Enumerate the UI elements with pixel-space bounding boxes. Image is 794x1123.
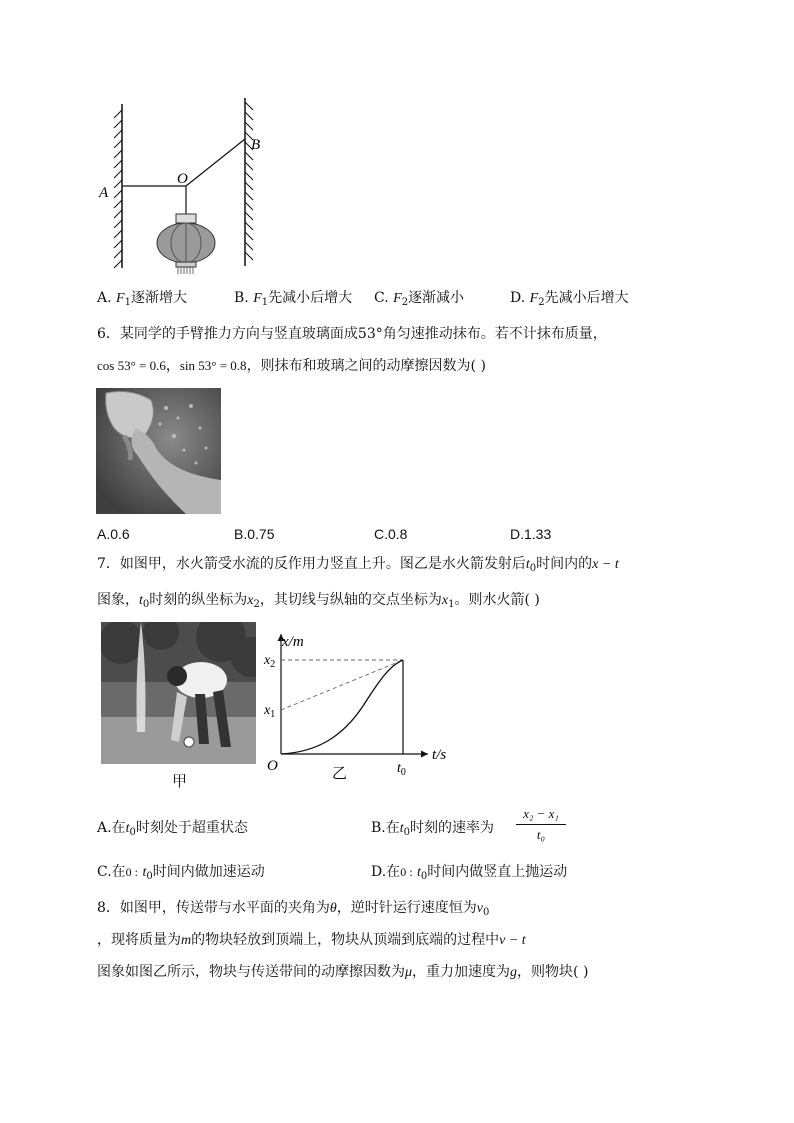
caption-jia: 甲: [172, 772, 188, 790]
q6-stem-line2: cos 53° = 0.6，sin 53° = 0.8，则抹布和玻璃之间的动摩擦因数为( ): [97, 358, 486, 374]
wiping-glass-photo: [96, 388, 221, 514]
q7-option-b[interactable]: B.在$t_0$时刻的速率为: [371, 820, 495, 838]
water-rocket-photo: [101, 622, 256, 764]
q7-option-a[interactable]: A.在$t_0$时刻处于超重状态: [97, 820, 248, 838]
label-B: B: [251, 137, 261, 153]
q5-option-d[interactable]: D. $F_2$先减小后增大: [510, 290, 629, 308]
q6-option-c[interactable]: C.0.8: [374, 526, 408, 542]
q7-option-c[interactable]: C.在0 : $t_0$时间内做加速运动: [97, 864, 265, 882]
q7-stem-line2: 图象，$t_0$时刻的纵坐标为$x_2$，其切线与纵轴的交点坐标为$x_1$。则水火箭( ): [97, 592, 540, 610]
t0-label: $t_0$: [397, 761, 406, 778]
q6-stem-line1: 6．某同学的手臂推力方向与竖直玻璃面成53°角匀速推动抹布。若不计抹布质量，: [97, 326, 607, 342]
label-A: A: [99, 185, 109, 201]
q7-option-b-fraction: x₂ − x₁ t₀: [516, 806, 566, 843]
q5-option-b[interactable]: B. $F_1$先减小后增大: [234, 290, 353, 308]
x-t-curve: [281, 660, 403, 754]
caption-yi: 乙: [332, 764, 348, 782]
rope-OB: [186, 139, 245, 186]
q8-stem-line1: 8．如图甲，传送带与水平面的夹角为θ，逆时针运行速度恒为$v_0$: [97, 900, 490, 918]
q6-option-a[interactable]: A.0.6: [97, 526, 130, 542]
tangent-line: [281, 660, 403, 710]
q6-option-d[interactable]: D.1.33: [510, 526, 552, 542]
x-t-graph: [258, 626, 458, 786]
origin-label: O: [267, 758, 278, 774]
q5-option-c[interactable]: C. $F_2$逐渐减小: [374, 290, 465, 308]
y2-label: $x_2$: [264, 653, 276, 670]
q8-stem-line3: 图象如图乙所示，物块与传送带间的动摩擦因数为μ，重力加速度为g，则物块( ): [97, 964, 589, 980]
y-axis-label: x/m: [282, 634, 304, 650]
lantern-wall-figure: [92, 96, 282, 276]
label-O: O: [177, 171, 188, 187]
q5-option-a[interactable]: A. $F_1$逐渐增大: [97, 290, 187, 308]
q8-stem-line2: ，现将质量为m的物块轻放到顶端上，物块从顶端到底端的过程中v − t: [97, 932, 526, 948]
q7-stem-line1: 7．如图甲，水火箭受水流的反作用力竖直上升。图乙是水火箭发射后$t_0$时间内的x − t: [97, 556, 619, 574]
y1-label: $x_1$: [264, 703, 276, 720]
x-axis-label: t/s: [432, 747, 447, 763]
q7-option-d[interactable]: D.在0 : $t_0$时间内做竖直上抛运动: [371, 864, 568, 882]
lantern-icon: [157, 214, 215, 274]
q6-option-b[interactable]: B.0.75: [234, 526, 275, 542]
